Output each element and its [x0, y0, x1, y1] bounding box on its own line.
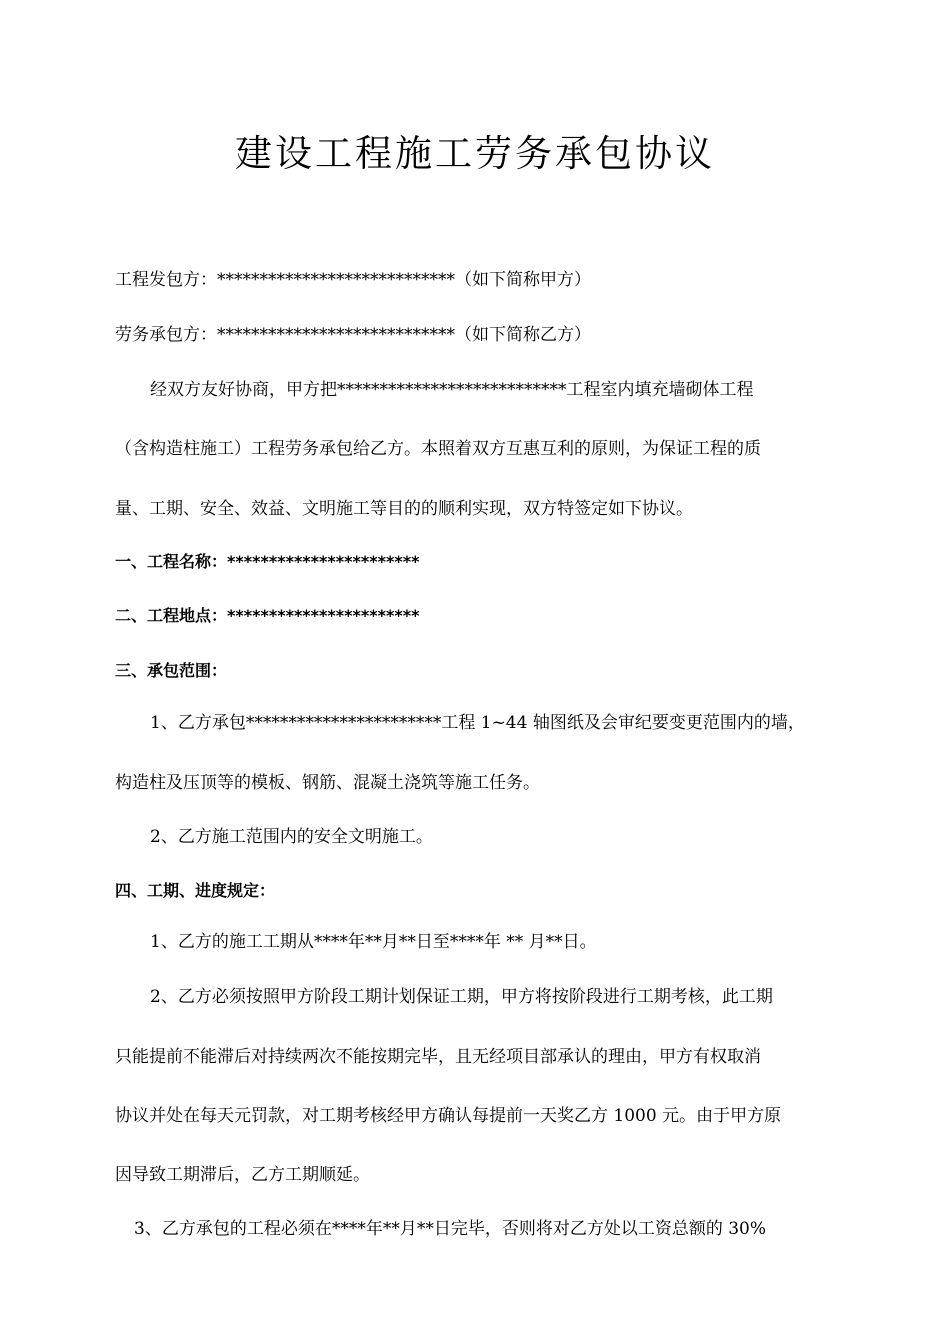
section-scope-heading: 三、承包范围： [115, 661, 228, 680]
section-project-location: 二、工程地点：*********************** [115, 606, 420, 625]
contractor-line: 工程发包方：****************************（如下简称甲方） [115, 270, 591, 290]
schedule-item-1: 1、乙方的施工工期从****年**月**日至****年 ** 月**日。 [150, 932, 597, 952]
intro-paragraph-line: （含构造柱施工）工程劳务承包给乙方。本照着双方互惠互利的原则，为保证工程的质 [115, 439, 761, 459]
schedule-item-2-cont: 因导致工期滞后，乙方工期顺延。 [115, 1165, 370, 1185]
intro-paragraph-line: 量、工期、安全、效益、文明施工等目的的顺利实现，双方特签定如下协议。 [115, 499, 693, 519]
scope-item-2: 2、乙方施工范围内的安全文明施工。 [150, 827, 433, 847]
scope-item-1-cont: 构造柱及压顶等的模板、钢筋、混凝土浇筑等施工任务。 [115, 773, 540, 793]
schedule-item-2-cont: 只能提前不能滞后对持续两次不能按期完毕，且无经项目部承认的理由，甲方有权取消 [115, 1047, 761, 1067]
section-project-name: 一、工程名称：*********************** [115, 552, 420, 571]
schedule-item-2: 2、乙方必须按照甲方阶段工期计划保证工期，甲方将按阶段进行工期考核，此工期 [150, 987, 773, 1007]
scope-item-1: 1、乙方承包***********************工程 1~44 轴图纸及会审纪要变更范围内的墙， [150, 713, 805, 733]
document-title: 建设工程施工劳务承包协议 [235, 132, 715, 175]
subcontractor-line: 劳务承包方：****************************（如下简称乙方） [115, 325, 591, 345]
intro-paragraph-line: 经双方友好协商，甲方把***************************工程室内填充墙砌体工程 [150, 380, 754, 400]
schedule-item-3: 3、乙方承包的工程必须在****年**月**日完毕，否则将对乙方处以工资总额的 30% [134, 1219, 767, 1239]
section-schedule-heading: 四、工期、进度规定： [115, 881, 276, 900]
schedule-item-2-cont: 协议并处在每天元罚款，对工期考核经甲方确认每提前一天奖乙方 1000 元。由于甲方原 [115, 1106, 782, 1126]
